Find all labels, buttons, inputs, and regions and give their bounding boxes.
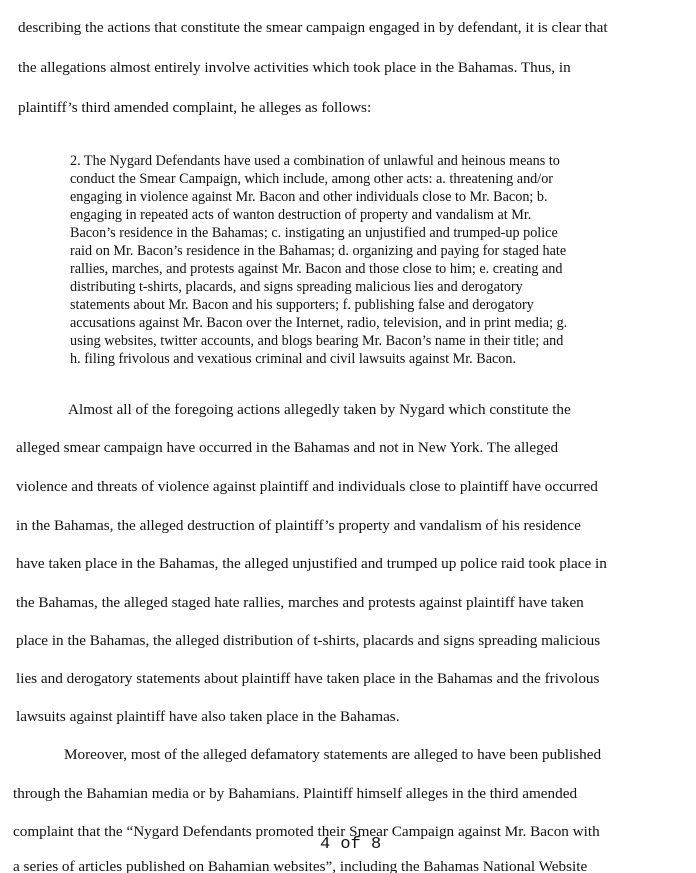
text-line: plaintiff’s third amended complaint, he alleges as follows: [18,99,372,116]
quote-line: Bacon’s residence in the Bahamas; c. instigating an unjustified and trumped-up police [70,225,558,241]
text-line: lawsuits against plaintiff have also taken place in the Bahamas. [16,708,400,725]
quote-line: h. filing frivolous and vexatious criminal and civil lawsuits against Mr. Bacon. [70,351,517,367]
page-number: 4 of 8 [320,835,382,854]
text-line: place in the Bahamas, the alleged distribution of t-shirts, placards and signs spreading malicious [16,632,601,649]
text-line: the allegations almost entirely involve activities which took place in the Bahamas. Thus, in [18,59,571,76]
text-line: describing the actions that constitute the smear campaign engaged in by defendant, it is clear that [18,19,608,36]
quote-line: 2. The Nygard Defendants have used a combination of unlawful and heinous means to [70,153,560,169]
quote-line: raid on Mr. Bacon’s residence in the Bahamas; d. organizing and paying for staged hate [70,243,567,259]
text-line: violence and threats of violence against plaintiff and individuals close to plaintiff have occurred [16,478,598,495]
text-line: the Bahamas, the alleged staged hate rallies, marches and protests against plaintiff have taken [16,594,584,611]
text-line: alleged smear campaign have occurred in the Bahamas and not in New York. The alleged [16,439,559,456]
quote-line: accusations against Mr. Bacon over the Internet, radio, television, and in print media; g. [70,315,568,331]
text-line: have taken place in the Bahamas, the alleged unjustified and trumped up police raid took place in [16,555,607,572]
quote-line: statements about Mr. Bacon and his supporters; f. publishing false and derogatory [70,297,534,313]
text-line: in the Bahamas, the alleged destruction of plaintiff’s property and vandalism of his residence [16,517,581,534]
quote-line: distributing t-shirts, placards, and signs spreading malicious lies and derogatory [70,279,523,295]
text-line: Moreover, most of the alleged defamatory statements are alleged to have been published [64,746,602,763]
quote-line: engaging in repeated acts of wanton destruction of property and vandalism at Mr. [70,207,532,223]
text-line: Almost all of the foregoing actions allegedly taken by Nygard which constitute the [68,401,571,418]
quote-line: using websites, twitter accounts, and blogs bearing Mr. Bacon’s name in their title; and [70,333,564,349]
text-line: a series of articles published on Bahamian websites”, including the Bahamas National Website [13,858,588,873]
quote-line: engaging in violence against Mr. Bacon and other individuals close to Mr. Bacon; b. [70,189,548,205]
text-line: complaint that the “Nygard Defendants promoted their Smear Campaign against Mr. Bacon with [13,823,600,840]
text-line: through the Bahamian media or by Bahamians. Plaintiff himself alleges in the third amended [13,785,578,802]
quote-line: conduct the Smear Campaign, which include, among other acts: a. threatening and/or [70,171,554,187]
text-line: lies and derogatory statements about plaintiff have taken place in the Bahamas and the frivolous [16,670,600,687]
quote-line: rallies, marches, and protests against Mr. Bacon and those close to him; e. creating and [70,261,563,277]
